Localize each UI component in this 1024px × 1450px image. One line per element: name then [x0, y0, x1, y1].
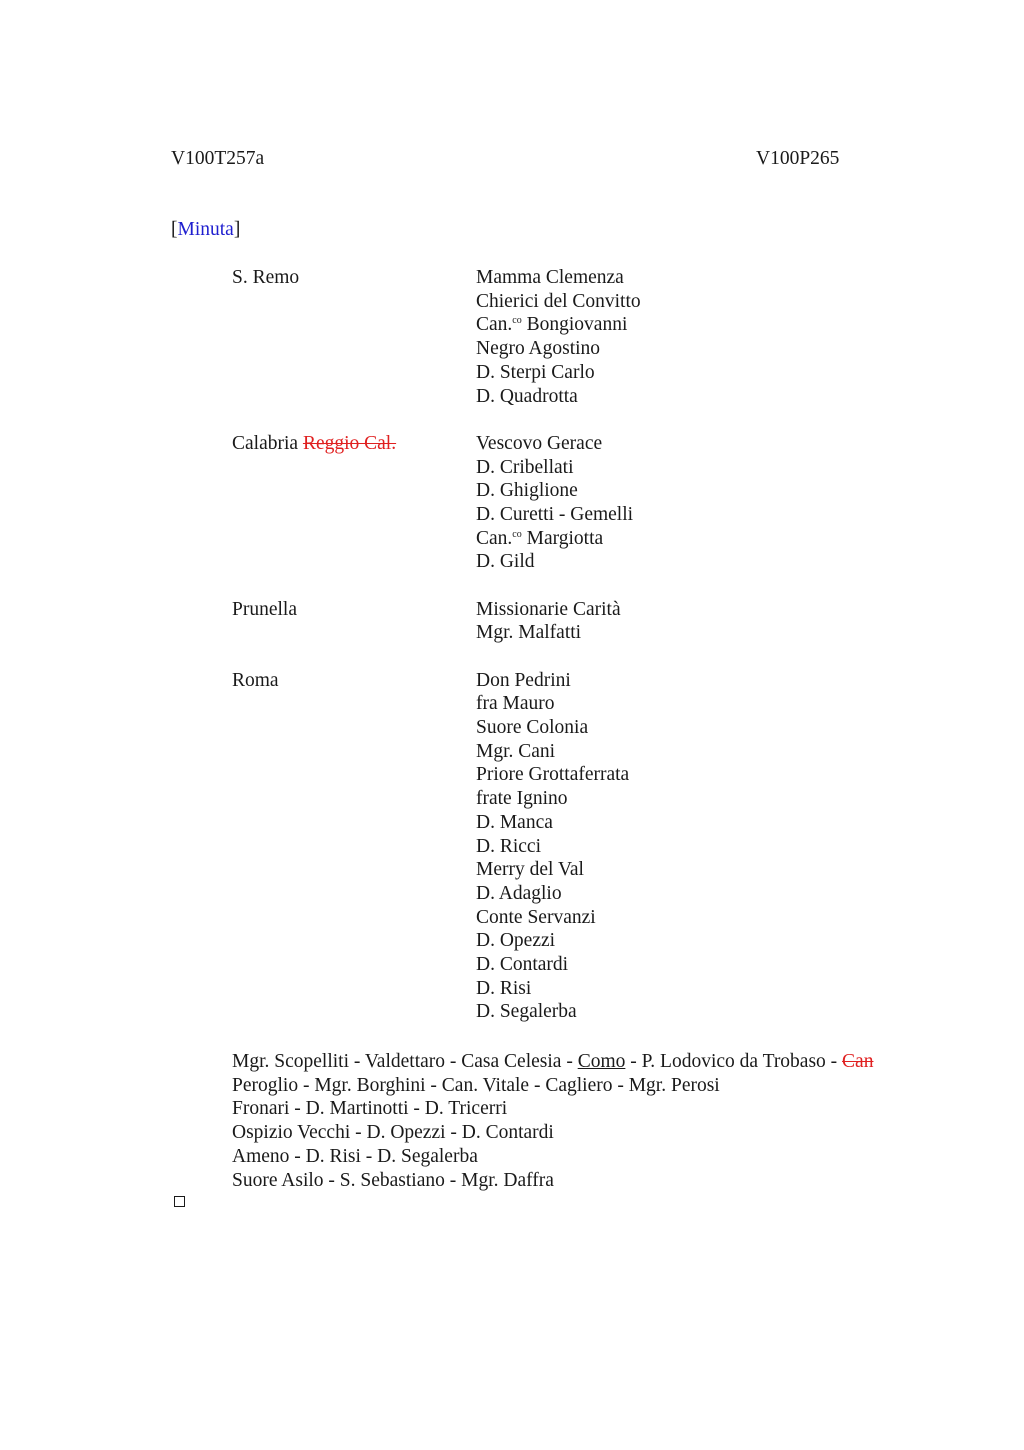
can-superscript: co — [512, 528, 522, 540]
open-bracket: [ — [171, 219, 178, 240]
can-superscript: co — [512, 315, 522, 327]
name-line: D. Curetti - Gemelli — [476, 503, 634, 525]
close-bracket: ] — [233, 219, 241, 240]
name-line: D. Cribellati — [476, 456, 574, 478]
summary-text: Mgr. Scopelliti - Valdettaro - Casa Celesia - — [232, 1051, 578, 1072]
document-code-right: V100P265 — [756, 148, 840, 169]
summary-text: - P. Lodovico da Trobaso - — [625, 1051, 843, 1072]
minuta-heading — [171, 218, 240, 242]
name-line: D. Ghiglione — [476, 480, 578, 502]
name-line: frate Ignino — [476, 788, 568, 810]
name-line: Vescovo Gerace — [476, 432, 603, 454]
name-text: Bongiovanni — [526, 314, 628, 336]
summary-line: Ameno - D. Risi - D. Segalerba — [232, 1145, 478, 1167]
name-line: D. Segalerba — [476, 1001, 577, 1023]
name-text: Margiotta — [526, 527, 604, 549]
name-line: D. Contardi — [476, 954, 569, 976]
group-sanremo — [232, 266, 972, 408]
summary-line: Suore Asilo - S. Sebastiano - Mgr. Daffra — [232, 1169, 554, 1191]
name-line: Conte Servanzi — [476, 906, 596, 928]
name-line — [476, 527, 633, 551]
name-line: Chierici del Convitto — [476, 290, 641, 312]
recipient-groups — [232, 266, 972, 1048]
group-place — [232, 432, 476, 574]
name-line: Mamma Clemenza — [476, 267, 624, 288]
end-marker-box — [174, 1196, 185, 1207]
name-line: D. Opezzi — [476, 930, 556, 952]
name-line — [476, 313, 641, 337]
name-line: Negro Agostino — [476, 338, 601, 360]
group-place: S. Remo — [232, 267, 300, 288]
summary-line: Fronari - D. Martinotti - D. Tricerri — [232, 1098, 508, 1120]
summary-line — [232, 1050, 972, 1074]
name-line: Priore Grottaferrata — [476, 764, 630, 786]
name-line: D. Manca — [476, 811, 553, 833]
name-line: D. Quadrotta — [476, 385, 578, 407]
document-code-left: V100T257a — [171, 148, 265, 169]
group-calabria — [232, 432, 972, 574]
name-line: D. Ricci — [476, 835, 541, 857]
name-line: fra Mauro — [476, 693, 555, 715]
group-place: Prunella — [232, 598, 297, 620]
place-text: Calabria — [232, 432, 299, 454]
name-line: Don Pedrini — [476, 669, 571, 691]
name-line: Missionarie Carità — [476, 598, 621, 620]
group-roma — [232, 669, 972, 1025]
group-names — [476, 432, 633, 574]
group-place: Roma — [232, 669, 279, 691]
group-names — [476, 669, 629, 1025]
can-abbrev: Can. — [476, 314, 513, 336]
name-line: Mgr. Malfatti — [476, 622, 582, 644]
group-prunella — [232, 598, 972, 645]
can-abbrev: Can. — [476, 527, 513, 549]
name-line: Mgr. Cani — [476, 740, 556, 762]
name-line: D. Risi — [476, 977, 532, 999]
name-line: D. Adaglio — [476, 882, 562, 904]
name-line: Suore Colonia — [476, 717, 589, 739]
group-names — [476, 266, 641, 408]
name-line: Merry del Val — [476, 859, 584, 881]
group-names — [476, 598, 621, 645]
name-line: D. Gild — [476, 551, 535, 573]
summary-paragraph — [232, 1050, 972, 1192]
summary-line: Peroglio - Mgr. Borghini - Can. Vitale - Cagliero - Mgr. Perosi — [232, 1074, 720, 1096]
underlined-text: Como — [577, 1051, 626, 1072]
deleted-text: Can — [842, 1051, 874, 1072]
deleted-place-text: Reggio Cal. — [302, 432, 397, 454]
name-line: D. Sterpi Carlo — [476, 361, 595, 383]
minuta-label: Minuta — [177, 219, 234, 240]
summary-line: Ospizio Vecchi - D. Opezzi - D. Contardi — [232, 1122, 554, 1144]
